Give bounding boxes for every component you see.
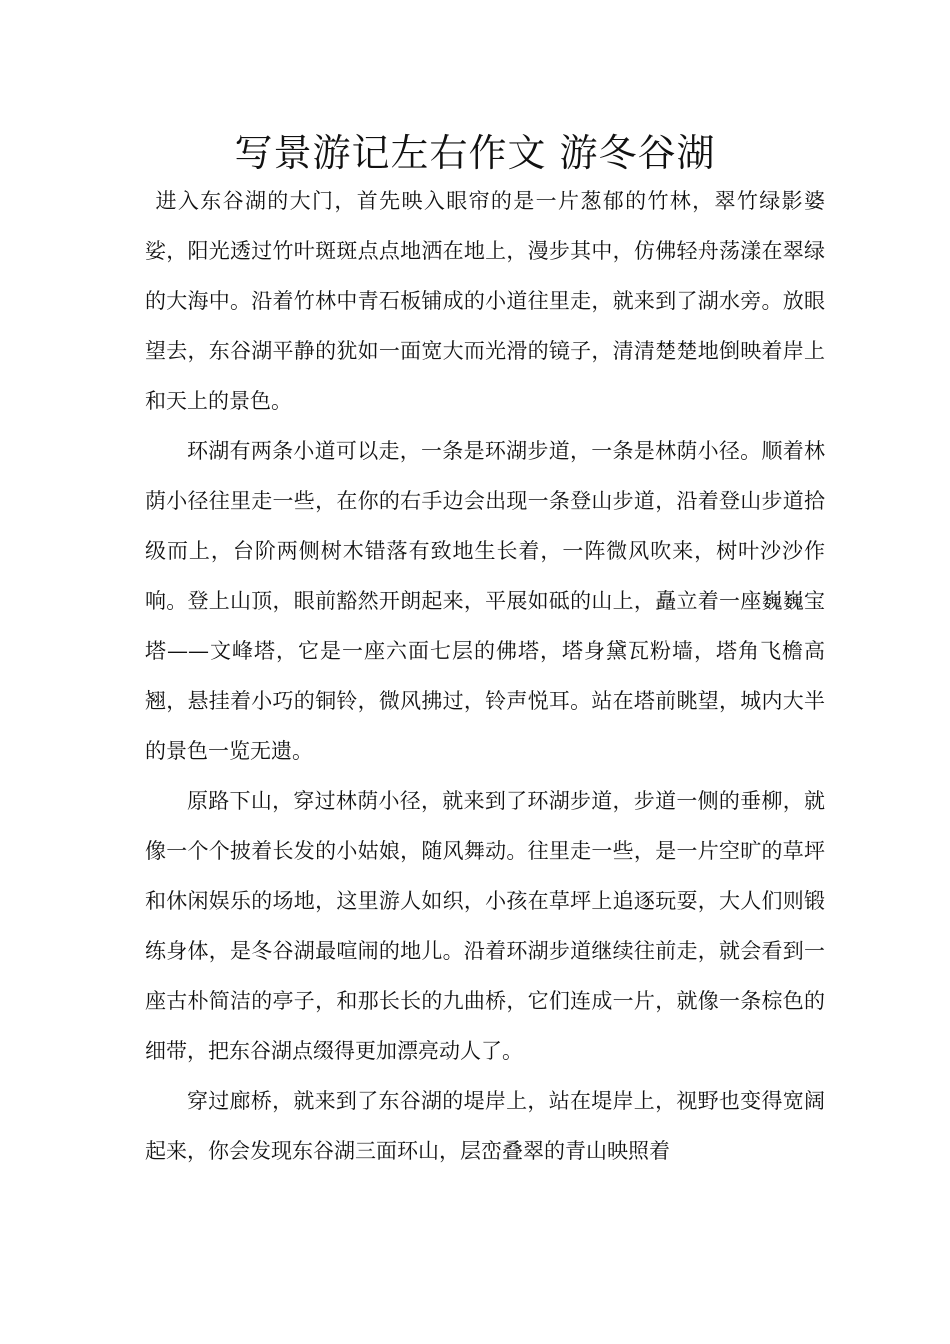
paragraph: 进入东谷湖的大门，首先映入眼帘的是一片葱郁的竹林，翠竹绿影婆娑，阳光透过竹叶斑斑点点地洒在地上，漫步其中，仿佛轻舟荡漾在翠绿的大海中。沿着竹林中青石板铺成的小道往里走，就来到了湖水旁。放眼望去，东谷湖平静的犹如一面宽大而光滑的镜子，清清楚楚地倒映着岸上和天上的景色。 bbox=[145, 189, 825, 413]
document-body bbox=[145, 176, 825, 1176]
document-title: 写景游记左右作文 游冬谷湖 bbox=[234, 131, 716, 175]
paragraph: 穿过廊桥，就来到了东谷湖的堤岸上，站在堤岸上，视野也变得宽阔起来，你会发现东谷湖三面环山，层峦叠翠的青山映照着 bbox=[145, 1089, 825, 1163]
paragraph: 原路下山，穿过林荫小径，就来到了环湖步道，步道一侧的垂柳，就像一个个披着长发的小姑娘，随风舞动。往里走一些，是一片空旷的草坪和休闲娱乐的场地，这里游人如织，小孩在草坪上追逐玩耍，大人们则锻练身体，是冬谷湖最喧闹的地儿。沿着环湖步道继续往前走，就会看到一座古朴简洁的亭子，和那长长的九曲桥，它们连成一片，就像一条棕色的细带，把东谷湖点缀得更加漂亮动人了。 bbox=[145, 789, 825, 1063]
paragraph: 环湖有两条小道可以走，一条是环湖步道，一条是林荫小径。顺着林荫小径往里走一些，在你的右手边会出现一条登山步道，沿着登山步道拾级而上，台阶两侧树木错落有致地生长着，一阵微风吹来，树叶沙沙作响。登上山顶，眼前豁然开朗起来，平展如砥的山上，矗立着一座巍巍宝塔——文峰塔，它是一座六面七层的佛塔，塔身黛瓦粉墙，塔角飞檐高翘，悬挂着小巧的铜铃，微风拂过，铃声悦耳。站在塔前眺望，城内大半的景色一览无遗。 bbox=[145, 439, 825, 763]
